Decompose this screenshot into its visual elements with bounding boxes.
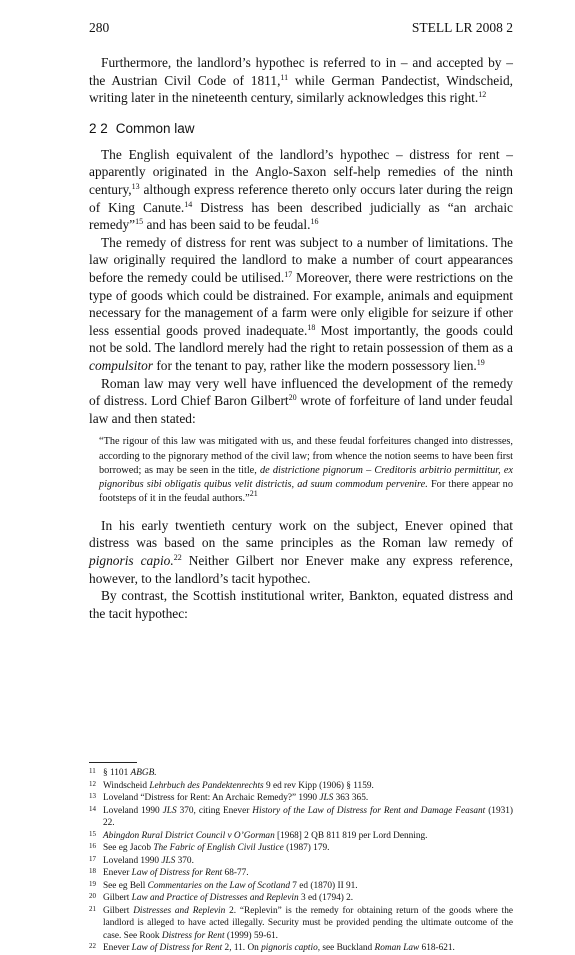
italic-title: ABGB. — [130, 768, 157, 779]
italic-title: Law and Practice of Distresses and Replevin — [131, 893, 299, 904]
italic-term: compulsitor — [89, 357, 153, 373]
footnote — [89, 867, 513, 880]
italic-title: Abingdon Rural District Council v O’Gorman — [103, 830, 275, 841]
footnote-number: 18 — [89, 867, 96, 876]
footnote-ref[interactable]: 13 — [131, 181, 140, 191]
text: 2. “Replevin” is the remedy for obtaining return of the goods where the landlord is alleged to have acted illegally. Security must be provided pending the ultimate outcome of the case. See Rook — [103, 905, 513, 941]
footnote — [89, 767, 513, 780]
text: and has been said to be feudal. — [143, 217, 311, 233]
text: Enever — [103, 868, 132, 879]
footnote-ref[interactable]: 11 — [280, 72, 289, 82]
footnote-ref[interactable]: 12 — [478, 90, 487, 100]
footnote-number: 14 — [89, 804, 96, 813]
italic-title: JLS — [319, 793, 334, 804]
text: (1999) 59-61. — [224, 930, 278, 941]
text: “The rigour of this law was mitigated with us, and these feudal forfeitures changed into distresses, according to the pignorary method of the civil law; from whence the notion seems to have been first borrowed; as may be seen in the title, — [99, 436, 513, 476]
text: Loveland “Distress for Rent: An Archaic Remedy?” 1990 — [103, 793, 320, 804]
section-heading — [89, 121, 513, 136]
footnote — [89, 942, 513, 955]
italic-title: The Fabric of English Civil Justice — [153, 843, 284, 854]
text: 618-621. — [419, 943, 455, 954]
footnote-number: 19 — [89, 879, 96, 888]
footnote — [89, 792, 513, 805]
text: 370, citing Enever — [176, 805, 253, 816]
footnote-ref[interactable]: 14 — [184, 199, 193, 209]
text: Neither Gilbert nor Enever make any express reference, however, to the landlord’s tacit hypothec. — [89, 552, 513, 586]
text: wrote of forfeiture of land under feudal law and then stated: — [89, 393, 513, 426]
text: 370. — [175, 855, 194, 866]
footnote-number: 15 — [89, 829, 96, 838]
footnote — [89, 780, 513, 793]
text: 68-77. — [222, 868, 249, 879]
text: Windscheid — [103, 780, 150, 791]
footnote-number: 22 — [89, 942, 96, 951]
paragraph — [89, 146, 513, 234]
text: Gilbert — [103, 893, 132, 904]
footnote — [89, 880, 513, 893]
text: Gilbert — [103, 905, 134, 916]
text: 7 ed (1870) II 91. — [289, 880, 358, 891]
block-quote — [99, 435, 513, 506]
text: Loveland 1990 — [103, 855, 162, 866]
text: 9 ed rev Kipp (1906) § 1159. — [263, 780, 374, 791]
text: 3 ed (1794) 2. — [298, 893, 354, 904]
footnote-number: 12 — [89, 779, 96, 788]
paragraph — [89, 54, 513, 107]
italic-title: JLS — [162, 805, 177, 816]
footnote-number: 20 — [89, 892, 96, 901]
text: while German Pandectist, Windscheid, writing later in the nineteenth century, similarly acknowledges this right. — [89, 72, 513, 106]
paragraph — [89, 587, 513, 622]
footnote-ref[interactable]: 22 — [173, 552, 182, 562]
footnote-ref[interactable]: 18 — [307, 322, 316, 332]
text: Distress has been described judicially as “an archaic remedy” — [89, 199, 513, 233]
body-text — [89, 54, 513, 622]
text: For there appear no footsteps of it in the feudal authors.” — [99, 479, 513, 505]
paragraph — [89, 517, 513, 587]
text: The remedy of distress for rent was subject to a number of limitations. The law originally required the landlord to make a number of court appearances before the remedy could be utilised. — [89, 234, 513, 285]
text: Furthermore, the landlord’s hypothec is referred to in – and accepted by – the Austrian Civil Code of 1811, — [89, 55, 513, 88]
italic-title: Roman Law — [374, 943, 420, 954]
italic-title: Law of Distress for Rent — [131, 868, 223, 879]
italic-title: Lehrbuch des Pandektenrechts — [149, 780, 264, 791]
text: Most importantly, the goods could not be sold. The landlord merely had the right to retain possession of them as a — [89, 322, 513, 356]
italic-title: JLS — [161, 855, 176, 866]
section-title: Common law — [115, 120, 195, 136]
footnote-number: 21 — [89, 904, 96, 913]
text: (1931) 22. — [103, 805, 513, 829]
footnote-number: 17 — [89, 854, 96, 863]
footnote — [89, 892, 513, 905]
italic-term: pignoris capio. — [89, 552, 174, 568]
running-header — [89, 20, 513, 42]
page-number: 280 — [89, 20, 110, 35]
text: Moreover, there were restrictions on the type of goods which could be distrained. For example, animals and equipment necessary for the management of a farm were only eligible for seizure if other less essential goods proved inadequate. — [89, 269, 513, 338]
footnote-ref[interactable]: 19 — [476, 357, 485, 367]
footnote-ref[interactable]: 17 — [284, 269, 293, 279]
footnote-ref[interactable]: 15 — [135, 217, 144, 227]
text: § 1101 — [103, 768, 131, 779]
footnote — [89, 905, 513, 943]
footnote-divider — [89, 762, 137, 763]
text: (1987) 179. — [283, 843, 330, 854]
section-number: 2 2 — [89, 120, 108, 136]
footnote-ref[interactable]: 16 — [310, 217, 319, 227]
footnote-ref[interactable]: 21 — [249, 489, 258, 499]
italic-title: Commentaries on the Law of Scotland — [147, 880, 290, 891]
text: Roman law may very well have influenced the development of the remedy of distress. Lord Chief Baron Gilbert — [89, 375, 513, 409]
text: [1968] 2 QB 811 819 per Lord Denning. — [274, 830, 428, 841]
text: In his early twentieth century work on the subject, Enever opined that distress was based on the same principles as the Roman law remedy of — [89, 517, 513, 551]
footnotes — [89, 767, 513, 955]
text: By contrast, the Scottish institutional writer, Bankton, equated distress and the tacit hypothec: — [89, 588, 513, 621]
text: 2, 11. On — [222, 943, 262, 954]
footnote — [89, 855, 513, 868]
italic-title: Distresses and Replevin — [133, 905, 226, 916]
text: for the tenant to pay, rather like the modern possessory lien. — [152, 357, 477, 373]
paragraph — [89, 234, 513, 375]
italic-title: Law of Distress for Rent — [131, 943, 223, 954]
text: The English equivalent of the landlord’s hypothec – distress for rent – apparently originated in the Anglo-Saxon self-help remedies of the ninth century, — [89, 146, 513, 197]
text: although express reference thereto only occurs later during the reign of King Canute. — [89, 181, 513, 215]
italic-latin: de districtione pignorum – Creditoris arbitrio permittitur, ex pignoribus sibi obligatis quibus velit districtis, ad suum commodum pervenire. — [99, 464, 513, 491]
footnote — [89, 830, 513, 843]
page — [89, 20, 513, 955]
footnote-number: 11 — [89, 767, 96, 776]
text: See eg Bell — [103, 880, 148, 891]
text: see Buckland — [320, 943, 375, 954]
footnote-ref[interactable]: 20 — [288, 393, 297, 403]
footnote-number: 13 — [89, 792, 96, 801]
paragraph — [89, 375, 513, 428]
text: See eg Jacob — [103, 843, 154, 854]
journal-citation: STELL LR 2008 2 — [411, 20, 513, 35]
footnote — [89, 842, 513, 855]
italic-title: pignoris captio, — [261, 943, 321, 954]
text: Enever — [103, 943, 132, 954]
footnote-number: 16 — [89, 842, 96, 851]
italic-title: Distress for Rent — [161, 930, 225, 941]
text: Loveland 1990 — [103, 805, 163, 816]
text: 363 365. — [333, 793, 369, 804]
footnote — [89, 805, 513, 830]
italic-title: History of the Law of Distress for Rent and Damage Feasant — [252, 805, 486, 816]
